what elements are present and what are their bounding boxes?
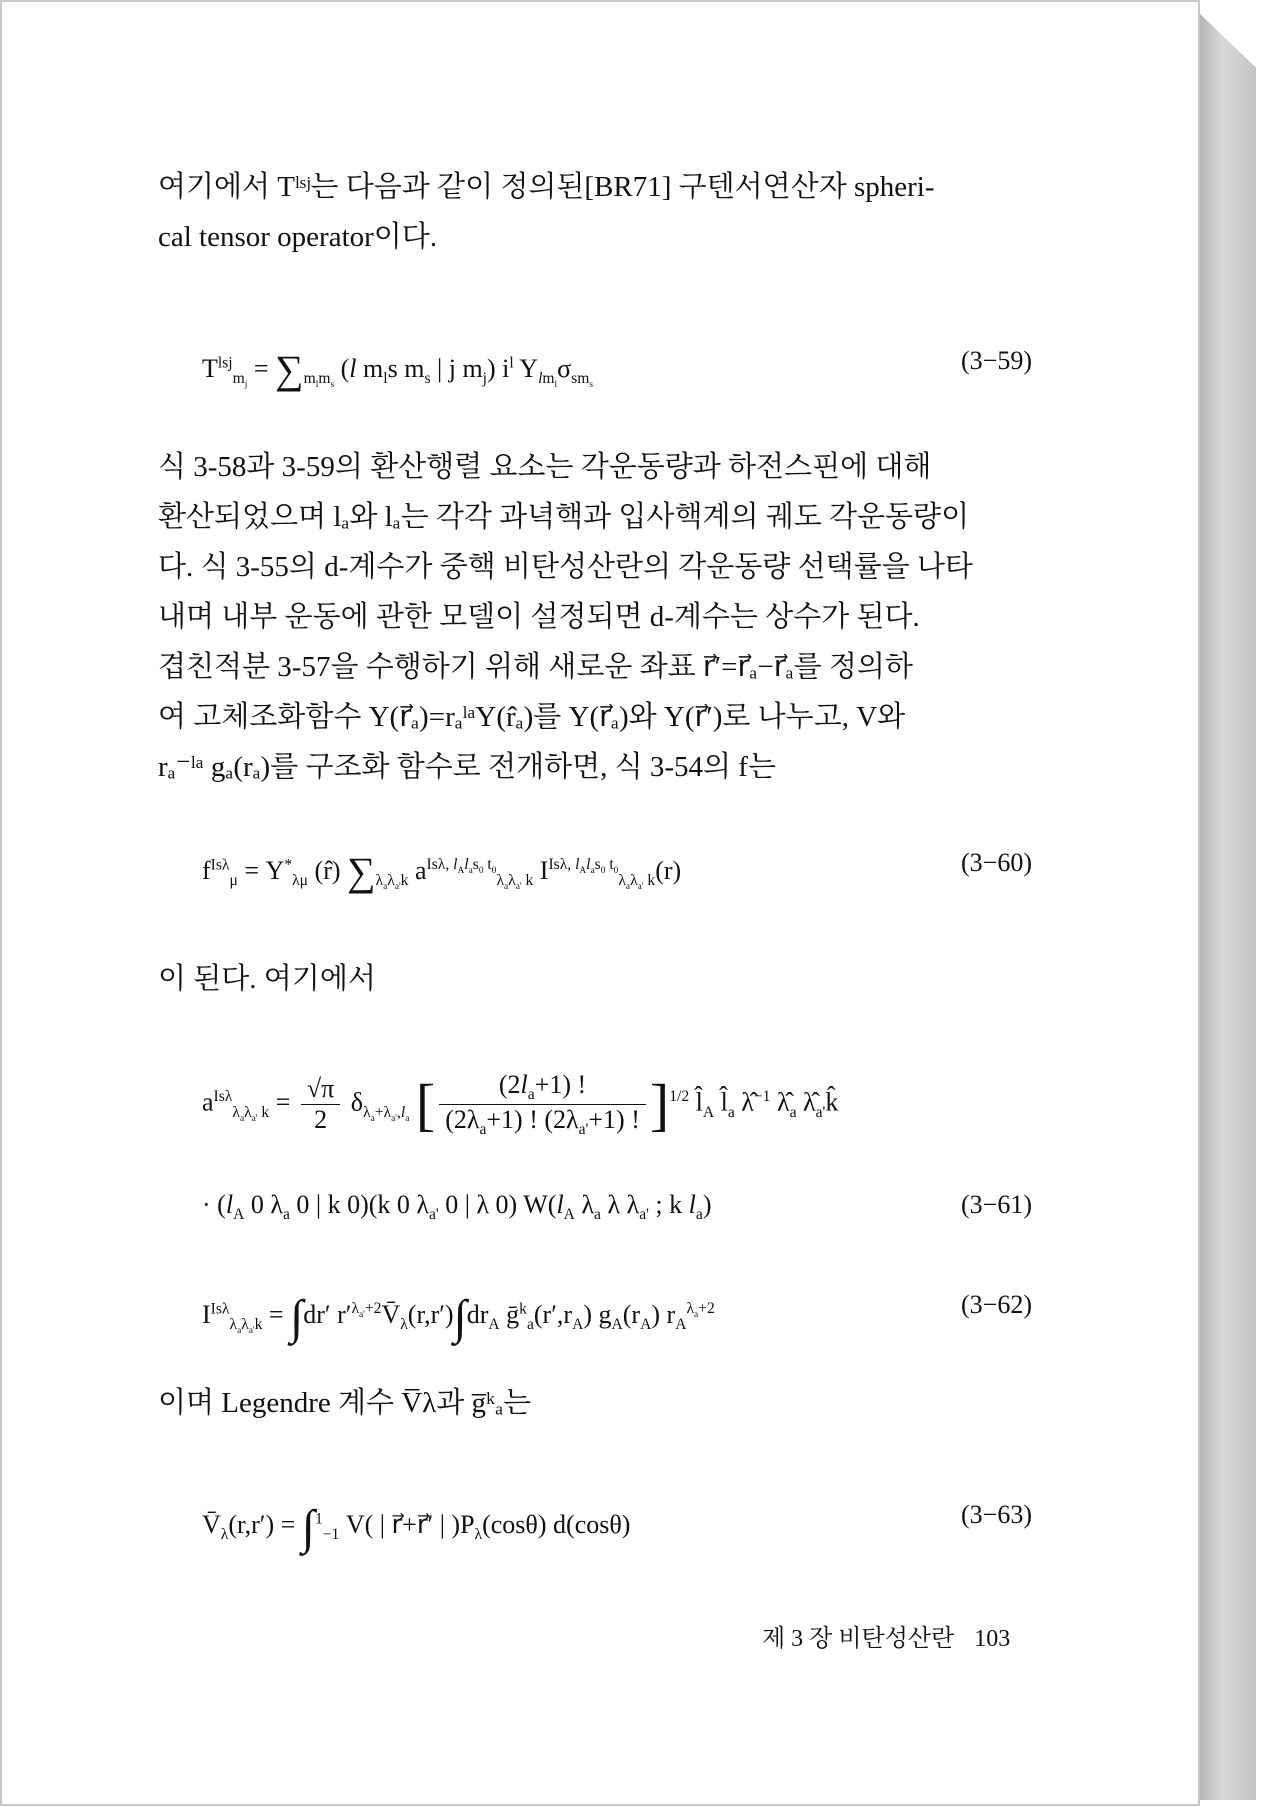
paragraph-legendre	[158, 1378, 1046, 1428]
text-line: 다. 식 3-55의 d-계수가 중핵 비탄성산란의 각운동량 선택률을 나타	[158, 551, 973, 583]
equation-body: $a^{Is\lambda}_{\lambda_a\lambda_{a'} k}$ = $\frac{√\pi}{2}$ $\delta_{\lambda_a+\lambda_{a'},l_a}$ [ $\frac{(2l_a+1) !}{(2\lambda_a+1) ! (2\lambda_{a'}+1) !}$ ]$^{1/2}$ $l̂_A$ $l̂_a$ λ̂$^{-1}$ $\lambdâ_a$ $\lambdâ_{a'}k̂$	[202, 1070, 839, 1139]
equation-3-61-part1	[202, 1070, 1032, 1170]
equation-number: (3−60)	[961, 848, 1032, 877]
page-edge-shadow	[1200, 14, 1256, 1800]
equation-body: · ($l_A$ 0 $\lambda_a$ 0 | k 0)(k 0 $\lambda_{a'}$ 0 | λ 0) $W(l_A$ $\lambda_a$ λ $\lambda_{a'}$ ; k $l_a$)	[202, 1190, 712, 1224]
text-line: 이 된다. 여기에서	[158, 963, 376, 995]
paragraph-here	[158, 954, 1046, 1004]
equation-number: (3−59)	[961, 346, 1032, 375]
text-line: cal tensor operator이다.	[158, 221, 438, 253]
text-line: 여기에서 Tˡˢʲ는 다음과 같이 정의된[BR71] 구텐서연산자 spheri-	[158, 171, 935, 203]
equation-3-59	[202, 346, 1032, 426]
equation-body: $T^{lsj}_{m_j} = \sum_{m_lm_s}$ (l $m_ls$ $m_s$ | j $m_j$) $i^l$ $Y_{lm_l}\sigma_{sm_s}$	[202, 347, 594, 392]
equation-3-61-part2	[202, 1190, 1032, 1270]
paragraph-tensor-definition	[158, 162, 1046, 262]
equation-body: $V̄_\lambda(r,r') = \int^1_{-1}$ V( | r⃗+r⃗′ | )$P_\lambda(\cos\theta)$ d(cosθ)	[202, 1501, 631, 1554]
equation-body: $I^{Is\lambda}_{\lambda_a\lambda_{a'}k} = \int dr'$ $r'^{\lambda_{a'}+2}V̄_\lambda(r,r')\int dr_A$ $ḡ^k_a(r',r_A)$ $g_A(r_A)$ $r_A^{\lambda_a+2}$	[202, 1291, 715, 1344]
text-line: 여 고체조화함수 Y(r⃗ₐ)=rₐˡᵃY(r̂ₐ)를 Y(r⃗ₐ)와 Y(r⃗′)로 나누고, V와	[158, 701, 906, 733]
page-number: 103	[974, 1626, 1011, 1652]
chapter-title: 제 3 장 비탄성산란	[762, 1626, 955, 1652]
equation-body: $f^{Is\lambda}_\mu = Y^*_{\lambda\mu}$ (r̂) $\sum_{\lambda_a\lambda_{a'}k}$ $a^{Is\lambda, l_Al_as_0 t_0}_{\lambda_a\lambda_{a'} k}$ $I^{Is\lambda, l_Al_as_0 t_0}_{\lambda_a\lambda_{a'} k}(r)$	[202, 849, 682, 894]
text-line: 내며 내부 운동에 관한 모델이 설정되면 d-계수는 상수가 된다.	[158, 601, 920, 633]
text-line: rₐ⁻ˡᵃ gₐ(rₐ)를 구조화 함수로 전개하면, 식 3-54의 f는	[158, 751, 776, 783]
equation-3-62	[202, 1290, 1032, 1370]
equation-3-60	[202, 848, 1032, 928]
text-line: 겹친적분 3-57을 수행하기 위해 새로운 좌표 r⃗′=r⃗ₐ−r⃗ₐ를 정의하	[158, 651, 913, 683]
text-line: 환산되었으며 lₐ와 lₐ는 각각 과녁핵과 입사핵계의 궤도 각운동량이	[158, 501, 970, 533]
paragraph-overlap-integral	[158, 642, 1046, 792]
equation-number: (3−63)	[961, 1500, 1032, 1529]
equation-3-63	[202, 1500, 1032, 1580]
page-footer	[762, 1618, 1010, 1653]
equation-number: (3−61)	[961, 1190, 1032, 1219]
paragraph-reduced-matrix	[158, 442, 1046, 642]
equation-number: (3−62)	[961, 1290, 1032, 1319]
text-line: 이며 Legendre 계수 V̅λ과 g̅ᵏₐ는	[158, 1387, 532, 1419]
text-line: 식 3-58과 3-59의 환산행렬 요소는 각운동량과 하전스핀에 대해	[158, 451, 932, 483]
